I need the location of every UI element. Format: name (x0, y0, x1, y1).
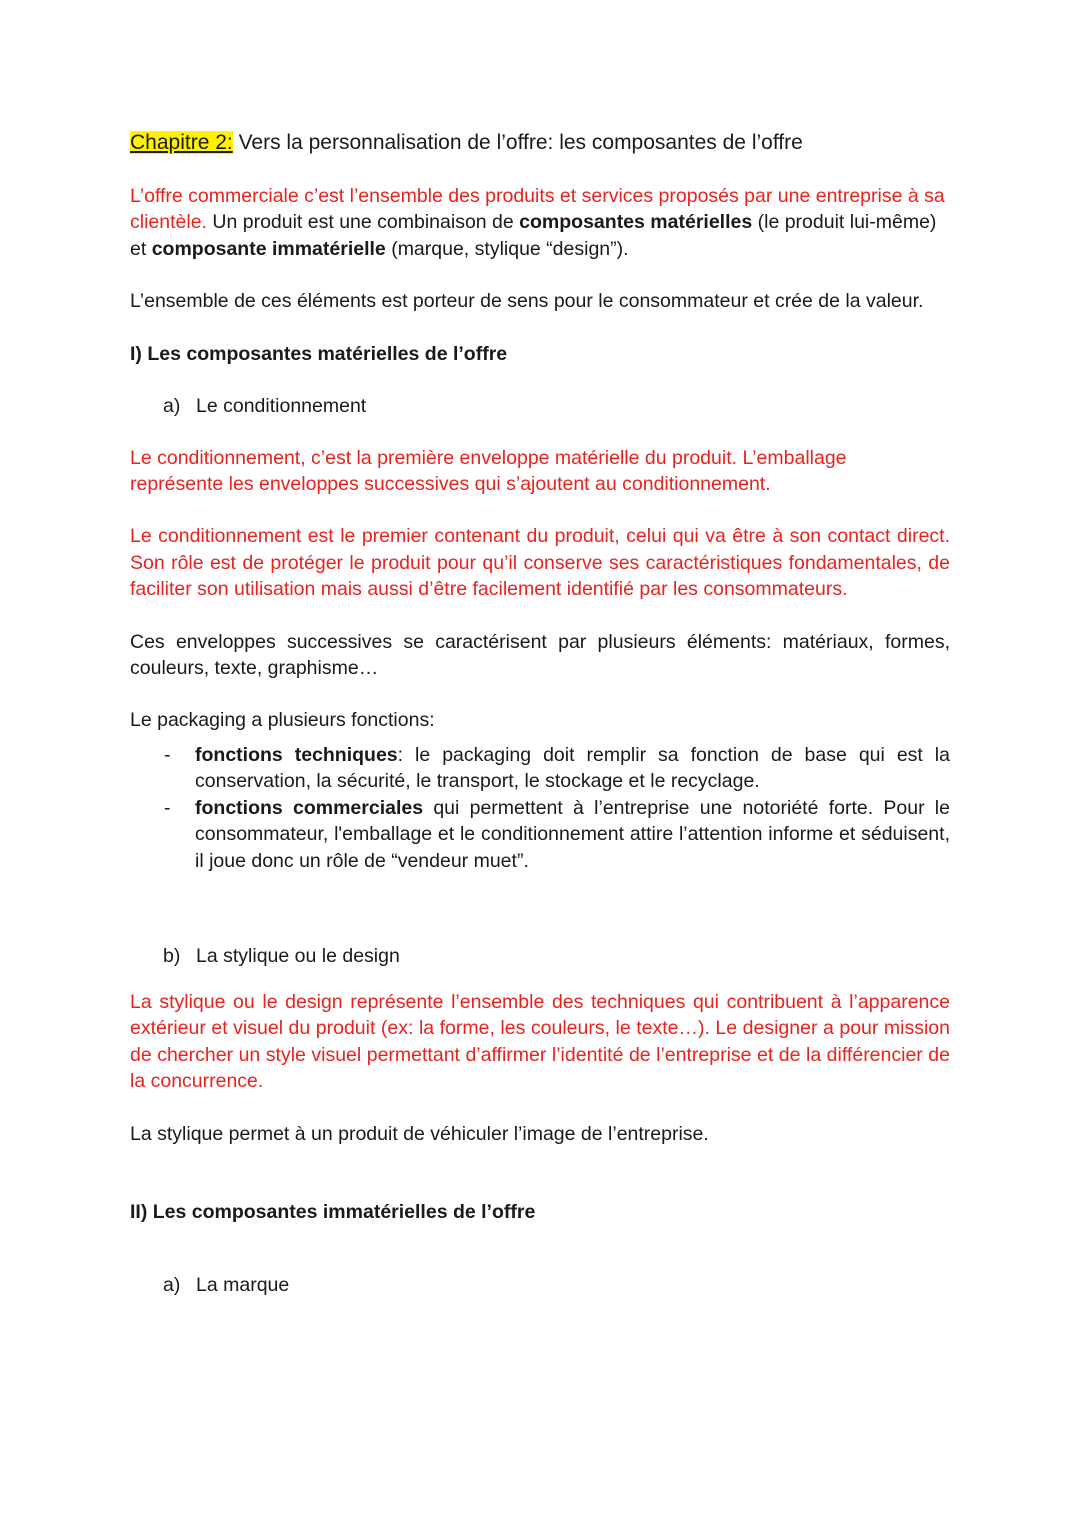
chapter-label: Chapitre 2: (130, 131, 233, 154)
conditionnement-definition: Le conditionnement, c’est la première enveloppe matérielle du produit. L’emballage représente les enveloppes successives qui s’ajoutent au conditionnement. (130, 446, 847, 496)
chapter-title-text: Vers la personnalisation de l’offre: les composantes de l’offre (232, 131, 803, 154)
packaging-intro: Le packaging a plusieurs fonctions: (130, 709, 435, 732)
section-heading-immaterial: II) Les composantes immatérielles de l’offre (130, 1200, 536, 1223)
packaging-functions-list (130, 742, 950, 874)
list-item: - fonctions commerciales qui permettent à l’entreprise une notoriété forte. Pour le consommateur, l'emballage et le conditionnement attire l’attention informe et séduisent, il joue donc un rôle de “vendeur muet”. (164, 796, 950, 872)
list-item: - fonctions techniques: le packaging doit remplir sa fonction de base qui est la conservation, la sécurité, le transport, le stockage et le recyclage. (164, 743, 950, 793)
page-title (130, 128, 950, 158)
offer-definition: L’offre commerciale c’est l’ensemble des produits et services proposés par une entreprise à sa clientèle. (130, 185, 945, 234)
bold-term-immaterial: composante immatérielle (151, 237, 386, 260)
conditionnement-role: Le conditionnement est le premier contenant du produit, celui qui va être à son contact direct. Son rôle est de protéger le produit pour qu’il conserve ses caractéristiques fondamentales, de faciliter son utilisation mais aussi d’être facilement identifié par les consommateurs. (130, 525, 950, 601)
stylique-definition: La stylique ou le design représente l’ensemble des techniques qui contribuent à l’apparence extérieur et visuel du produit (ex: la forme, les couleurs, le texte…). Le designer a pour mission de chercher un style visuel permettant d’affirmer l’identité de l’entreprise et de la différencier de la concurrence. (130, 990, 950, 1093)
intro-paragraph: L’offre commerciale c’est l’ensemble des produits et services proposés par une entreprise à sa clientèle. Un produit est une combinaison de composantes matérielles (le produit lui-même) et composante immatérielle (marque, stylique “design”). (130, 185, 945, 260)
bold-term-material: composantes matérielles (519, 211, 753, 234)
subheading-conditionnement: a) Le conditionnement (163, 394, 367, 417)
enveloppes-paragraph: Ces enveloppes successives se caractérisent par plusieurs éléments: matériaux, formes, couleurs, texte, graphisme… (130, 630, 950, 680)
subheading-stylique: b) La stylique ou le design (163, 944, 400, 967)
section-heading-material: I) Les composantes matérielles de l’offre (130, 342, 508, 365)
value-paragraph: L’ensemble de ces éléments est porteur de sens pour le consommateur et crée de la valeur. (130, 290, 924, 313)
stylique-image-paragraph: La stylique permet à un produit de véhiculer l’image de l’entreprise. (130, 1122, 709, 1145)
document-page (130, 128, 950, 1298)
subheading-marque: a) La marque (163, 1273, 290, 1296)
